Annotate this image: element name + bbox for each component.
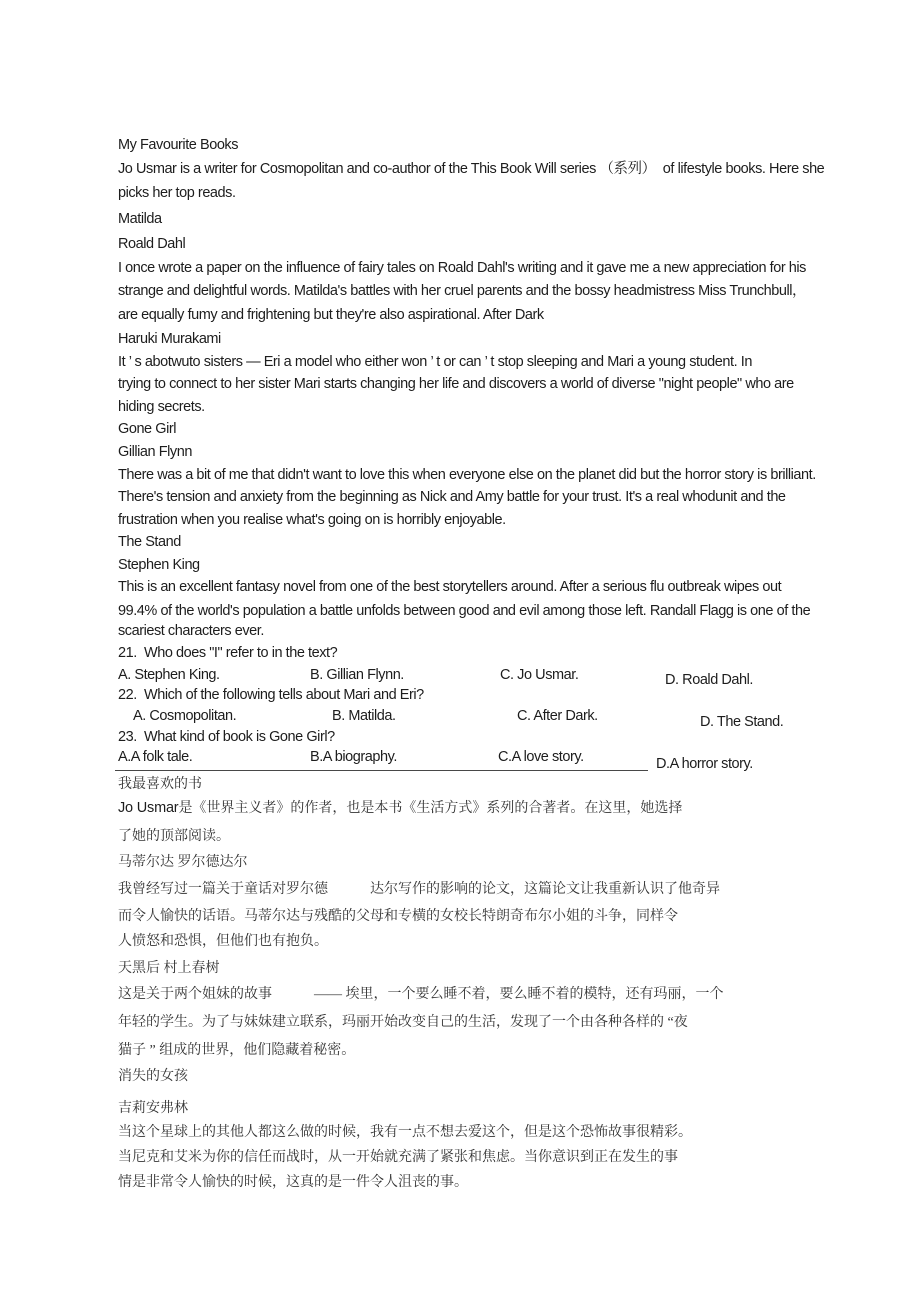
passage-title: My Favourite Books: [118, 137, 239, 153]
passage-line: picks her top reads.: [118, 185, 236, 201]
option-22-c: C. After Dark.: [517, 708, 598, 724]
option-23-b: B.A biography.: [310, 749, 397, 765]
passage-line: 99.4% of the world's population a battle unfolds between good and evil among those left. Randall Flagg is one of the: [118, 603, 811, 619]
translation-line: 而令人愉快的话语。马蒂尔达与残酷的父母和专横的女校长特朗奇布尔小姐的斗争，同样令: [118, 909, 678, 924]
question-23-stem: 23. What kind of book is Gone Girl?: [118, 729, 335, 745]
translation-line: 人愤怒和恐惧，但他们也有抱负。: [118, 934, 328, 949]
author-haruki-murakami: Haruki Murakami: [118, 331, 221, 347]
book-title-the-stand: The Stand: [118, 534, 181, 550]
section-divider-line: [115, 770, 648, 771]
author-gillian-flynn: Gillian Flynn: [118, 444, 192, 460]
translation-author-line-rest: 是《世界主义者》的作者，也是本书《生活方式》系列的合著者。在这里，她选择: [178, 801, 683, 816]
translation-heading-gone-girl: 消失的女孩: [118, 1069, 188, 1084]
option-21-b: B. Gillian Flynn.: [310, 667, 404, 683]
passage-line: There's tension and anxiety from the beginning as Nick and Amy battle for your trust. It's a real whodunit and the: [118, 489, 786, 505]
passage-line: scariest characters ever.: [118, 623, 264, 639]
option-23-a: A.A folk tale.: [118, 749, 193, 765]
translation-heading-after-dark: 天黑后 村上春树: [118, 961, 220, 976]
option-22-d: D. The Stand.: [700, 714, 784, 730]
option-23-d: D.A horror story.: [656, 756, 753, 772]
option-21-a: A. Stephen King.: [118, 667, 220, 683]
translation-line: 了她的顶部阅读。: [118, 829, 230, 844]
latin-name-jo-usmar: Jo Usmar: [118, 800, 179, 816]
translation-line: 情是非常令人愉快的时候，这真的是一件令人沮丧的事。: [118, 1175, 468, 1190]
question-22-stem: 22. Which of the following tells about Mari and Eri?: [118, 687, 424, 703]
translation-line: 当这个星球上的其他人都这么做的时候，我有一点不想去爱这个，但是这个恐怖故事很精彩。: [118, 1125, 692, 1140]
passage-line: trying to connect to her sister Mari starts changing her life and discovers a world of diverse "night people" who are: [118, 376, 794, 392]
question-21-stem: 21. Who does "I" refer to in the text?: [118, 645, 338, 661]
author-stephen-king: Stephen King: [118, 557, 200, 573]
passage-line: are equally fumy and frightening but they're also aspirational. After Dark: [118, 307, 544, 323]
book-title-gone-girl: Gone Girl: [118, 421, 176, 437]
passage-line: strange and delightful words. Matilda's battles with her cruel parents and the bossy headmistress Miss Trunchbull，: [118, 283, 807, 299]
option-21-d: D. Roald Dahl.: [665, 672, 753, 688]
translation-line: 年轻的学生。为了与妹妹建立联系，玛丽开始改变自己的生活，发现了一个由各种各样的 “夜: [118, 1015, 688, 1030]
translation-heading-gillian-flynn: 吉莉安弗林: [118, 1101, 188, 1116]
option-22-b: B. Matilda.: [332, 708, 396, 724]
passage-line: Jo Usmar is a writer for Cosmopolitan and co-author of the This Book Will series （系列） of lifestyle books. Here she: [118, 161, 825, 177]
translation-line: 这是关于两个姐妹的故事 —— 埃里，一个要么睡不着，要么睡不着的模特，还有玛丽，一个: [118, 987, 724, 1002]
passage-line: There was a bit of me that didn't want to love this when everyone else on the planet did but the horror story is brilliant.: [118, 467, 816, 483]
translation-line: 猫子 ” 组成的世界，他们隐藏着秘密。: [118, 1043, 356, 1058]
translation-title: 我最喜欢的书: [118, 777, 202, 792]
author-roald-dahl: Roald Dahl: [118, 236, 186, 252]
option-22-a: A. Cosmopolitan.: [133, 708, 237, 724]
translation-author-line: [118, 799, 682, 818]
passage-line: I once wrote a paper on the influence of fairy tales on Roald Dahl's writing and it gave me a new appreciation for his: [118, 260, 806, 276]
passage-line: frustration when you realise what's going on is horribly enjoyable.: [118, 512, 506, 528]
passage-line: This is an excellent fantasy novel from one of the best storytellers around. After a serious flu outbreak wipes out: [118, 579, 782, 595]
passage-line: hiding secrets.: [118, 399, 205, 415]
book-title-matilda: Matilda: [118, 211, 162, 227]
option-23-c: C.A love story.: [498, 749, 584, 765]
translation-line: 当尼克和艾米为你的信任而战时，从一开始就充满了紧张和焦虑。当你意识到正在发生的事: [118, 1150, 678, 1165]
translation-heading-matilda: 马蒂尔达 罗尔德达尔: [118, 855, 248, 870]
passage-line: It ’ s abotwuto sisters — Eri a model who either won ’ t or can ’ t stop sleeping and Mari a young student. In: [118, 354, 752, 370]
translation-line: 我曾经写过一篇关于童话对罗尔德 达尔写作的影响的论文，这篇论文让我重新认识了他奇异: [118, 882, 720, 897]
option-21-c: C. Jo Usmar.: [500, 667, 579, 683]
